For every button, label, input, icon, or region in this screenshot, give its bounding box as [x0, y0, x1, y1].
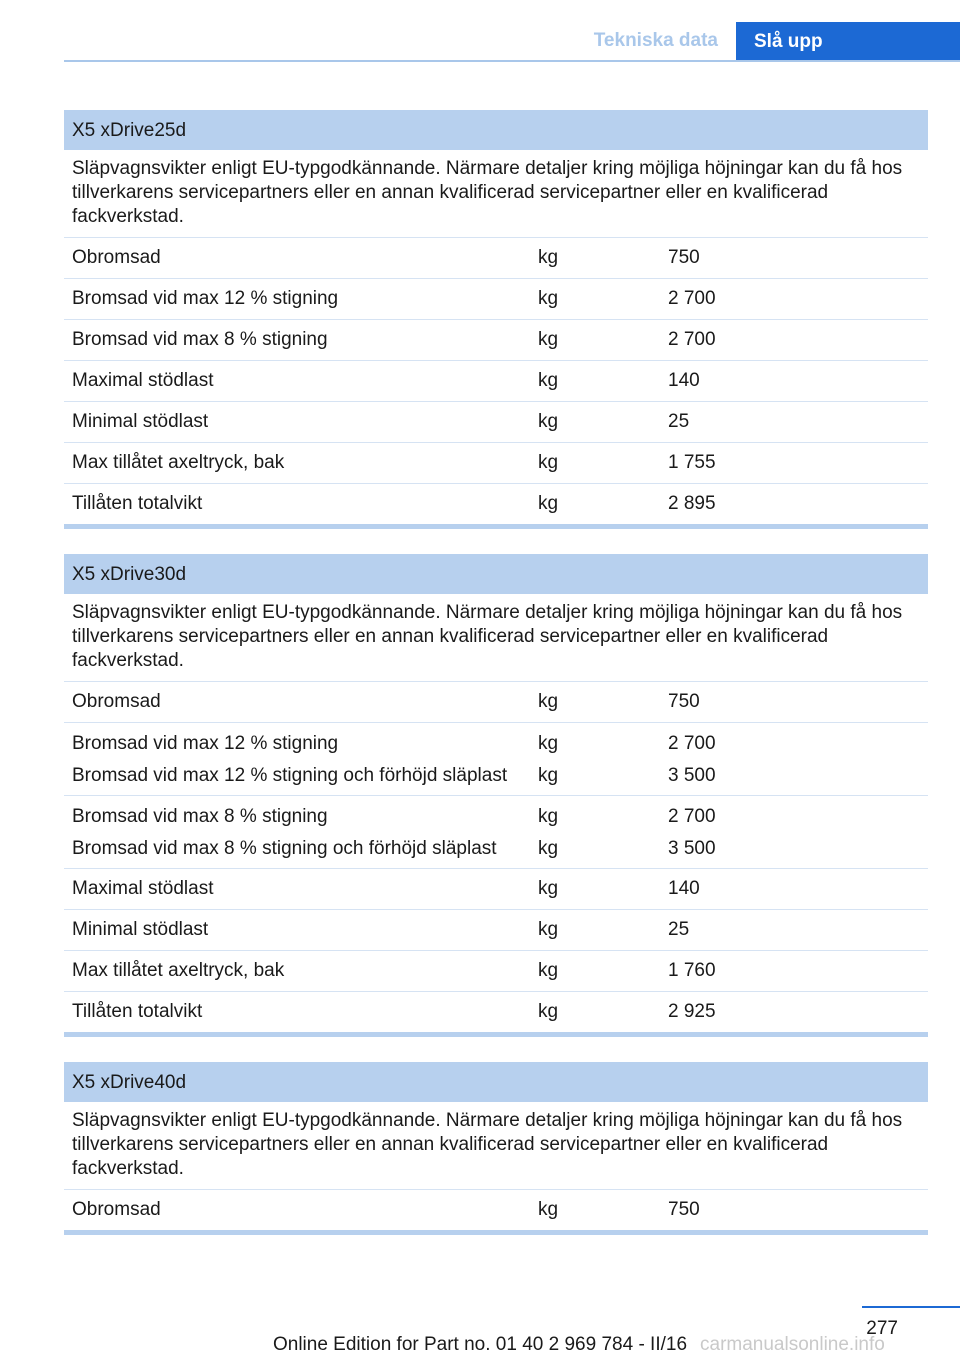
table-row	[64, 279, 928, 320]
row-unit-secondary: kg	[538, 838, 559, 859]
table-row	[64, 361, 928, 402]
row-value-secondary: 3 500	[668, 765, 716, 786]
row-value: 140	[668, 370, 700, 391]
table-row	[64, 682, 928, 723]
row-value: 1 755	[668, 452, 716, 473]
table-row	[64, 1190, 928, 1235]
row-value: 140	[668, 878, 700, 899]
row-value: 2 700	[668, 288, 716, 309]
table-note: Släpvagnsvikter enligt EU-typgodkännande. Närmare detaljer kring möjliga höjningar kan du få hos tillverkarens servicepartners eller en annan kvalificerad servicepartner eller en kvalificerad fackverkstad.	[64, 594, 928, 682]
table-title: X5 xDrive40d	[64, 1062, 928, 1102]
row-unit: kg	[538, 806, 559, 827]
row-label: Maximal stödlast	[72, 370, 214, 391]
table-row	[64, 910, 928, 951]
table-note: Släpvagnsvikter enligt EU-typgodkännande. Närmare detaljer kring möjliga höjningar kan du få hos tillverkarens servicepartners eller en annan kvalificerad servicepartner eller en kvalificerad fackverkstad.	[64, 1102, 928, 1190]
row-value: 750	[668, 247, 700, 268]
row-label: Bromsad vid max 12 % stigning	[72, 288, 339, 309]
table-row	[64, 951, 928, 992]
row-unit: kg	[538, 1199, 559, 1220]
row-values	[668, 723, 928, 795]
table-title: X5 xDrive25d	[64, 110, 928, 150]
row-units	[538, 723, 668, 795]
table-row	[64, 320, 928, 361]
table-row	[64, 238, 928, 279]
footer-divider	[862, 1306, 960, 1308]
table-row	[64, 402, 928, 443]
row-unit: kg	[538, 329, 559, 350]
row-label: Minimal stödlast	[72, 919, 209, 940]
row-label: Obromsad	[72, 1199, 161, 1220]
row-value: 2 700	[668, 733, 716, 754]
table-row	[64, 796, 928, 869]
row-unit: kg	[538, 288, 559, 309]
row-labels	[64, 796, 538, 868]
edition-text: Online Edition for Part no. 01 40 2 969 784 - II/16	[272, 1334, 688, 1355]
row-value: 1 760	[668, 960, 716, 981]
table-row	[64, 992, 928, 1037]
lookup-tab[interactable]: Slå upp	[736, 22, 960, 62]
table-row	[64, 443, 928, 484]
row-label: Bromsad vid max 12 % stigning	[72, 733, 339, 754]
row-units	[538, 796, 668, 868]
spec-table-xdrive25d	[64, 110, 928, 529]
table-title: X5 xDrive30d	[64, 554, 928, 594]
spec-table-xdrive40d	[64, 1062, 928, 1235]
section-title: Tekniska data	[593, 30, 718, 51]
row-unit: kg	[538, 960, 559, 981]
row-value: 25	[668, 919, 690, 940]
row-label: Maximal stödlast	[72, 878, 214, 899]
row-labels	[64, 723, 538, 795]
row-label: Bromsad vid max 8 % stigning	[72, 806, 328, 827]
header-divider	[64, 60, 960, 62]
row-label: Obromsad	[72, 247, 161, 268]
row-label: Max tillåtet axeltryck, bak	[72, 960, 285, 981]
table-row	[64, 869, 928, 910]
row-label-secondary: Bromsad vid max 8 % stigning och förhöjd släplast	[72, 838, 497, 859]
row-value: 2 895	[668, 493, 716, 514]
row-unit: kg	[538, 411, 559, 432]
row-label: Max tillåtet axeltryck, bak	[72, 452, 285, 473]
row-value: 750	[668, 691, 700, 712]
row-unit: kg	[538, 919, 559, 940]
row-label: Bromsad vid max 8 % stigning	[72, 329, 328, 350]
row-unit: kg	[538, 370, 559, 391]
row-label: Minimal stödlast	[72, 411, 209, 432]
spec-table-xdrive30d	[64, 554, 928, 1037]
row-unit: kg	[538, 1001, 559, 1022]
row-value: 2 700	[668, 806, 716, 827]
table-row	[64, 723, 928, 796]
row-value-secondary: 3 500	[668, 838, 716, 859]
row-value: 25	[668, 411, 690, 432]
row-unit: kg	[538, 878, 559, 899]
row-value: 750	[668, 1199, 700, 1220]
row-value: 2 925	[668, 1001, 716, 1022]
row-label: Tillåten totalvikt	[72, 493, 203, 514]
row-unit: kg	[538, 493, 559, 514]
row-value: 2 700	[668, 329, 716, 350]
row-unit-secondary: kg	[538, 765, 559, 786]
row-label: Tillåten totalvikt	[72, 1001, 203, 1022]
page-header	[0, 0, 960, 62]
page-number: 277	[866, 1318, 898, 1339]
row-label: Obromsad	[72, 691, 161, 712]
row-label-secondary: Bromsad vid max 12 % stigning och förhöjd släplast	[72, 765, 508, 786]
watermark: carmanualsonline.info	[700, 1334, 885, 1355]
table-row	[64, 484, 928, 529]
row-unit: kg	[538, 733, 559, 754]
row-unit: kg	[538, 691, 559, 712]
row-values	[668, 796, 928, 868]
table-note: Släpvagnsvikter enligt EU-typgodkännande. Närmare detaljer kring möjliga höjningar kan du få hos tillverkarens servicepartners eller en annan kvalificerad servicepartner eller en kvalificerad fackverkstad.	[64, 150, 928, 238]
row-unit: kg	[538, 247, 559, 268]
row-unit: kg	[538, 452, 559, 473]
